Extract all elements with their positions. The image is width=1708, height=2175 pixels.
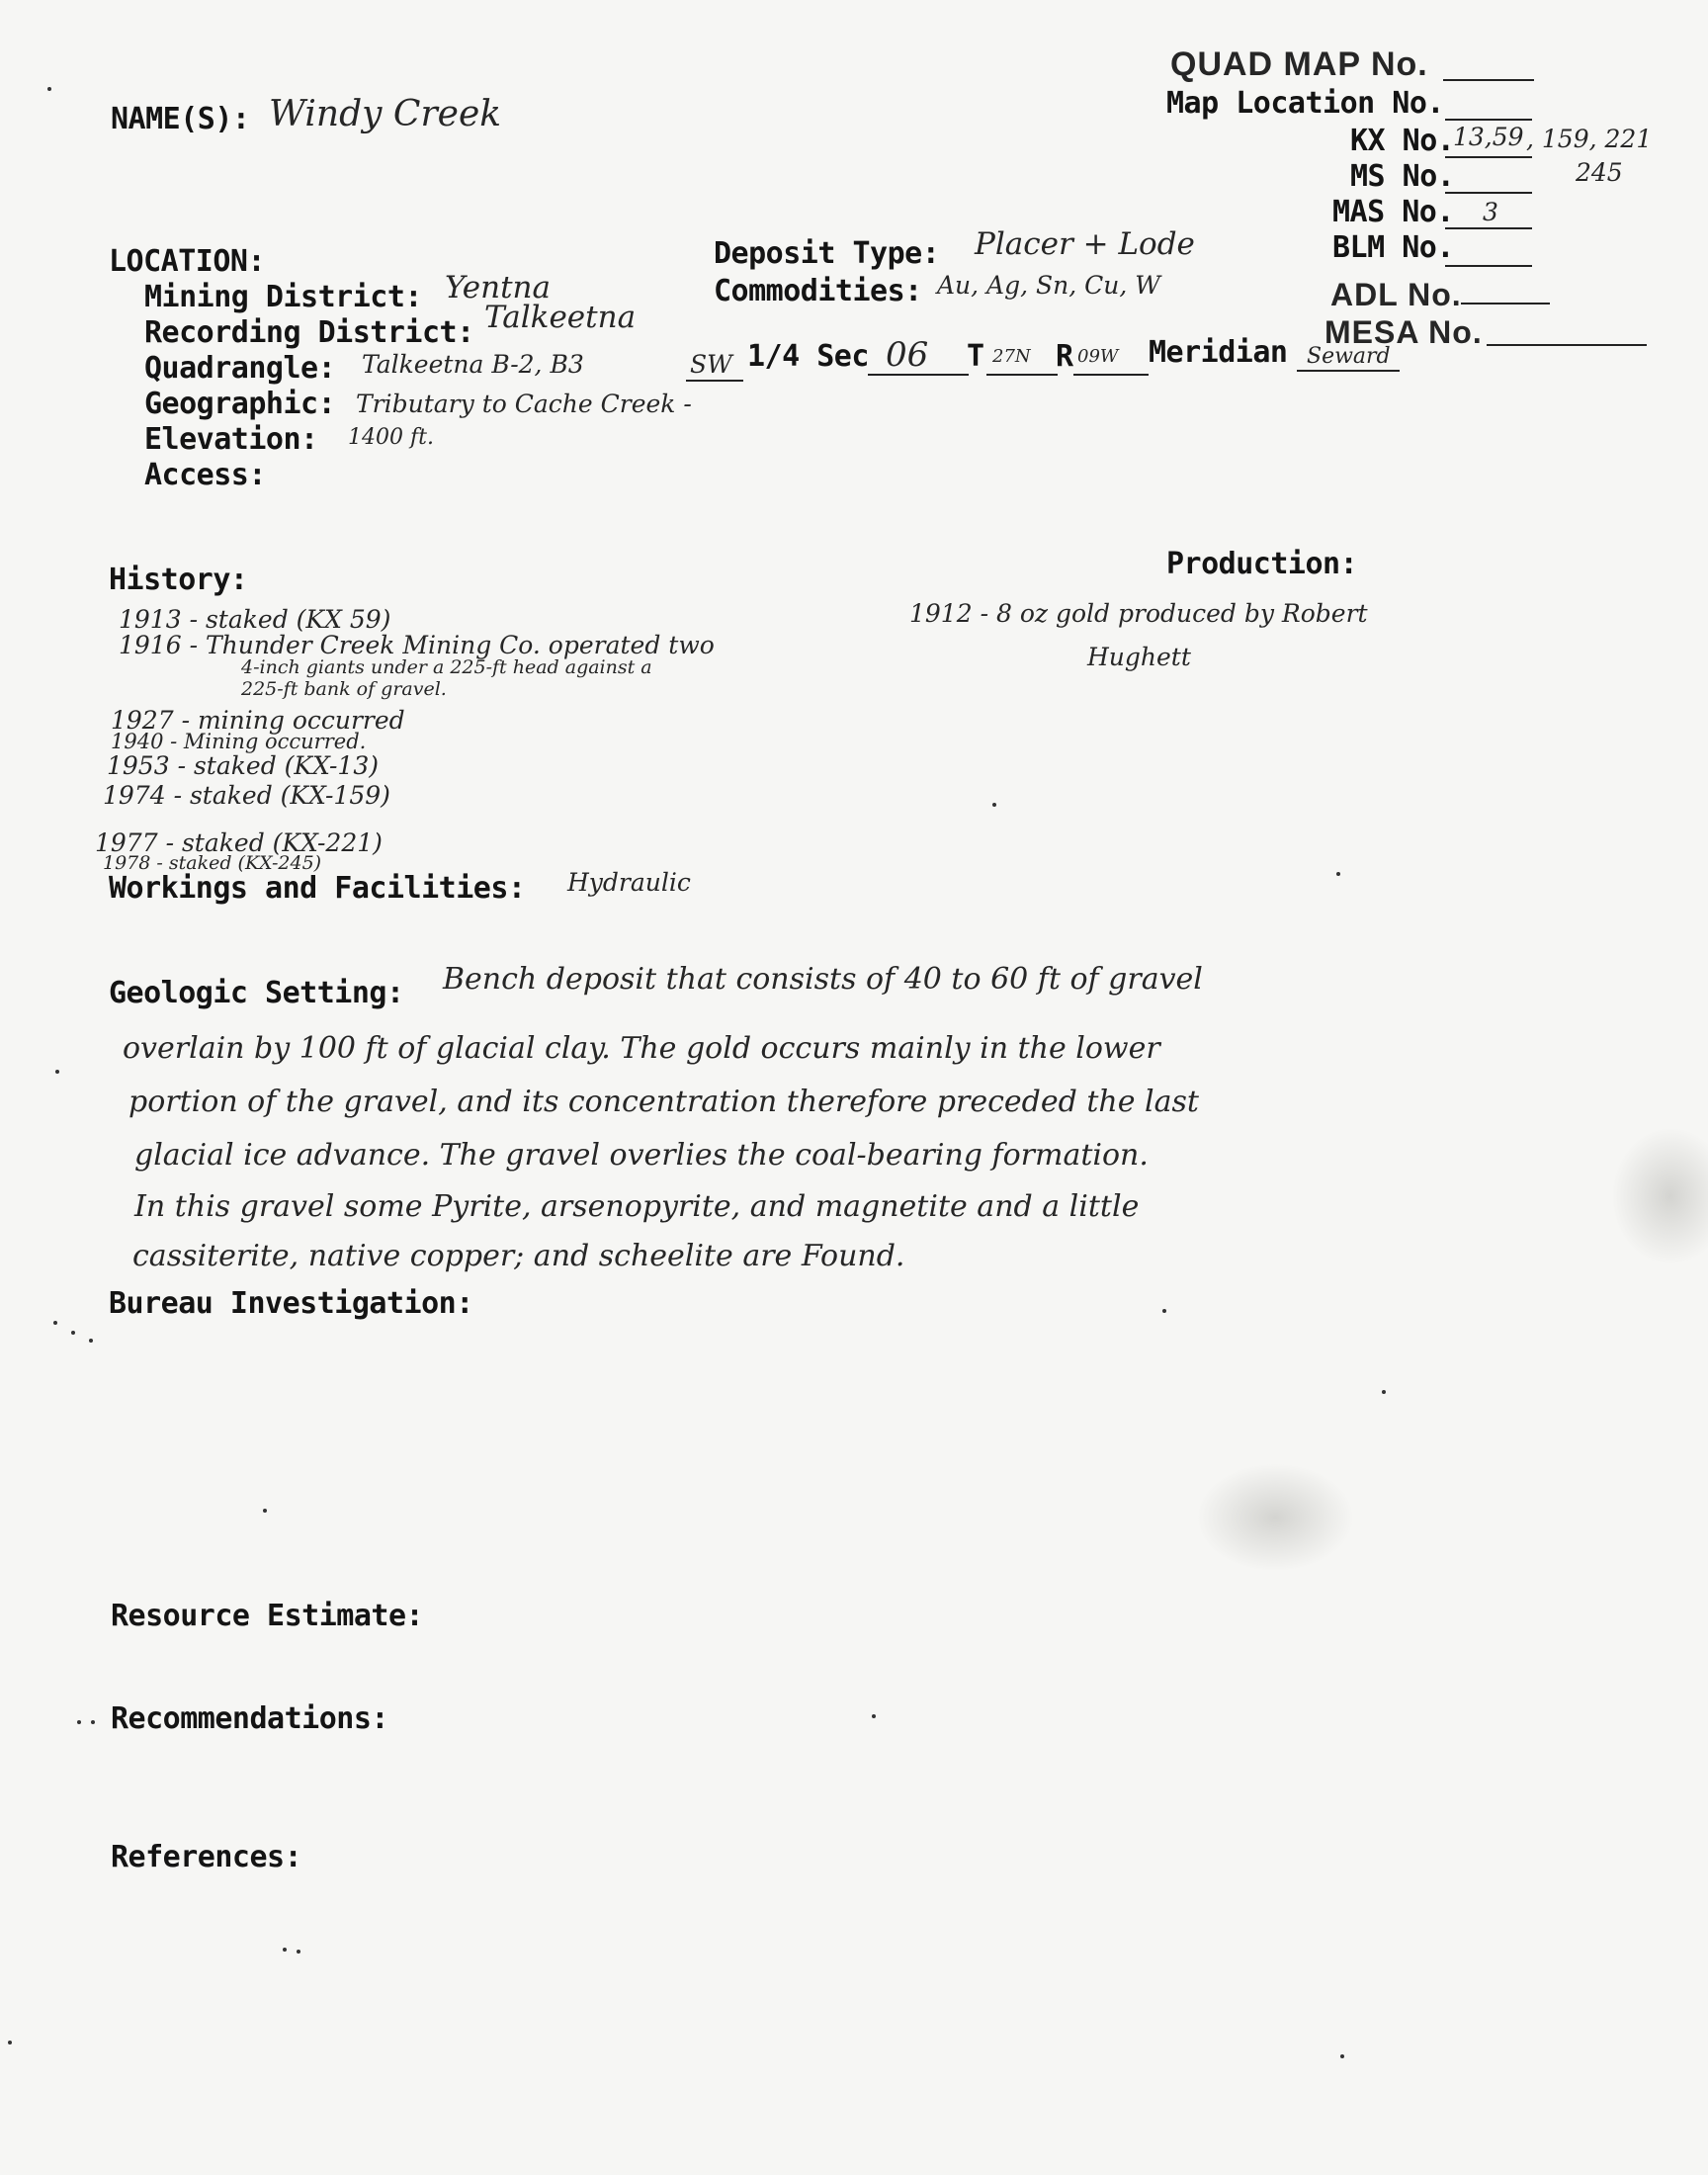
- history-entry-1927: 1927 - mining occurred: [111, 706, 405, 735]
- geologic-line-4: glacial ice advance. The gravel overlies the coal-bearing formation.: [134, 1138, 1149, 1173]
- scan-speck: [55, 1070, 59, 1074]
- location-label: LOCATION:: [109, 244, 266, 279]
- scan-speck: [1382, 1390, 1386, 1394]
- history-entry-1916-cont2: 225-ft bank of gravel.: [241, 678, 447, 700]
- quarter-value: SW: [690, 350, 732, 379]
- scan-speck: [297, 1950, 300, 1954]
- meridian-value: Seward: [1307, 344, 1391, 369]
- scan-speck: [91, 1720, 95, 1724]
- adl-label: ADL No.: [1330, 277, 1462, 312]
- r-value: 09W: [1077, 346, 1119, 367]
- quad-map-line: [1443, 79, 1534, 81]
- kx-line: [1445, 156, 1532, 158]
- deposit-type-value: Placer + Lode: [975, 226, 1195, 262]
- scan-speck: [71, 1331, 75, 1335]
- t-value: 27N: [992, 346, 1031, 367]
- ms-line: [1445, 192, 1532, 194]
- names-value: Windy Creek: [269, 94, 502, 134]
- geologic-line-1: Bench deposit that consists of 40 to 60 ft of gravel: [443, 962, 1203, 997]
- scan-smudge: [1196, 1463, 1354, 1572]
- scan-speck: [1340, 2054, 1344, 2058]
- resource-label: Resource Estimate:: [111, 1599, 424, 1633]
- bureau-label: Bureau Investigation:: [109, 1286, 473, 1321]
- history-entry-1974: 1974 - staked (KX-159): [103, 781, 390, 810]
- geographic-value: Tributary to Cache Creek -: [356, 390, 692, 418]
- access-label: Access:: [144, 458, 266, 492]
- r-label: R: [1056, 339, 1073, 374]
- recording-district-label: Recording District:: [144, 315, 474, 350]
- scan-speck: [1336, 872, 1340, 876]
- quarter-line: [686, 380, 743, 382]
- map-location-label: Map Location No.: [1166, 86, 1444, 121]
- sec-line: [868, 374, 969, 376]
- mesa-label: MESA No.: [1324, 314, 1483, 350]
- mesa-line: [1487, 344, 1647, 346]
- history-entry-1977: 1977 - staked (KX-221): [95, 828, 383, 857]
- quad-map-label: QUAD MAP No.: [1170, 45, 1428, 83]
- geographic-label: Geographic:: [144, 387, 336, 421]
- history-entry-1953: 1953 - staked (KX-13): [107, 751, 379, 780]
- adl-line: [1461, 303, 1550, 304]
- ms-label: MS No.: [1350, 159, 1455, 194]
- meridian-line: [1297, 370, 1400, 372]
- history-entry-1978: 1978 - staked (KX-245): [103, 852, 322, 874]
- geologic-line-5: In this gravel some Pyrite, arsenopyrite, and magnetite and a little: [134, 1189, 1140, 1224]
- names-label: NAME(S):: [111, 102, 250, 136]
- blm-line: [1445, 265, 1532, 267]
- production-line-2: Hughett: [1087, 643, 1191, 671]
- scan-speck: [263, 1509, 267, 1513]
- elevation-label: Elevation:: [144, 422, 318, 457]
- workings-label: Workings and Facilities:: [109, 871, 526, 906]
- workings-value: Hydraulic: [567, 868, 691, 897]
- mining-district-label: Mining District:: [144, 280, 422, 314]
- production-label: Production:: [1166, 547, 1358, 581]
- history-entry-1913: 1913 - staked (KX 59): [119, 605, 391, 634]
- geologic-line-3: portion of the gravel, and its concentration therefore preceded the last: [128, 1085, 1199, 1119]
- geologic-line-6: cassiterite, native copper; and scheelite are Found.: [132, 1239, 905, 1273]
- geologic-label: Geologic Setting:: [109, 976, 404, 1010]
- mas-value: 3: [1483, 198, 1498, 226]
- scan-speck: [77, 1720, 81, 1724]
- scan-speck: [283, 1948, 287, 1952]
- scan-speck: [89, 1339, 93, 1343]
- kx-value: 13,59: [1453, 123, 1524, 151]
- quadrangle-value: Talkeetna B-2, B3: [362, 350, 584, 379]
- mas-line: [1445, 227, 1532, 229]
- scan-speck: [1162, 1309, 1166, 1313]
- production-line-1: 1912 - 8 oz gold produced by Robert: [909, 599, 1368, 628]
- kx-extra: , 159, 221: [1526, 125, 1653, 153]
- blm-label: BLM No.: [1332, 230, 1454, 265]
- kx-label: KX No.: [1350, 124, 1455, 158]
- r-line: [1073, 374, 1149, 376]
- deposit-type-label: Deposit Type:: [714, 236, 940, 271]
- history-entry-1916: 1916 - Thunder Creek Mining Co. operated two: [119, 631, 715, 659]
- commodities-label: Commodities:: [714, 274, 922, 308]
- scan-speck: [53, 1321, 57, 1325]
- scan-smudge: [1611, 1127, 1708, 1265]
- quadrangle-label: Quadrangle:: [144, 351, 336, 386]
- scan-speck: [992, 803, 996, 807]
- scan-speck: [8, 2041, 12, 2044]
- scan-speck: [47, 87, 51, 91]
- elevation-value: 1400 ft.: [348, 425, 434, 450]
- t-line: [986, 374, 1058, 376]
- meridian-label: Meridian: [1149, 335, 1288, 370]
- geologic-line-2: overlain by 100 ft of glacial clay. The gold occurs mainly in the lower: [123, 1031, 1160, 1066]
- kx-extra2: 245: [1576, 158, 1623, 187]
- commodities-value: Au, Ag, Sn, Cu, W: [937, 271, 1160, 300]
- scan-speck: [872, 1714, 876, 1718]
- quarter-label: 1/4 Sec: [747, 339, 869, 374]
- t-label: T: [967, 339, 984, 374]
- map-location-line: [1445, 119, 1532, 121]
- sec-value: 06: [886, 335, 929, 375]
- history-label: History:: [109, 563, 248, 597]
- mining-district-value: Yentna: [445, 270, 551, 305]
- recording-district-value: Talkeetna: [484, 300, 637, 335]
- references-label: References:: [111, 1840, 302, 1874]
- history-entry-1916-cont1: 4-inch giants under a 225-ft head against a: [241, 656, 652, 678]
- mas-label: MAS No.: [1332, 195, 1454, 229]
- history-entry-1940: 1940 - Mining occurred.: [111, 730, 367, 753]
- recommendations-label: Recommendations:: [111, 1701, 388, 1736]
